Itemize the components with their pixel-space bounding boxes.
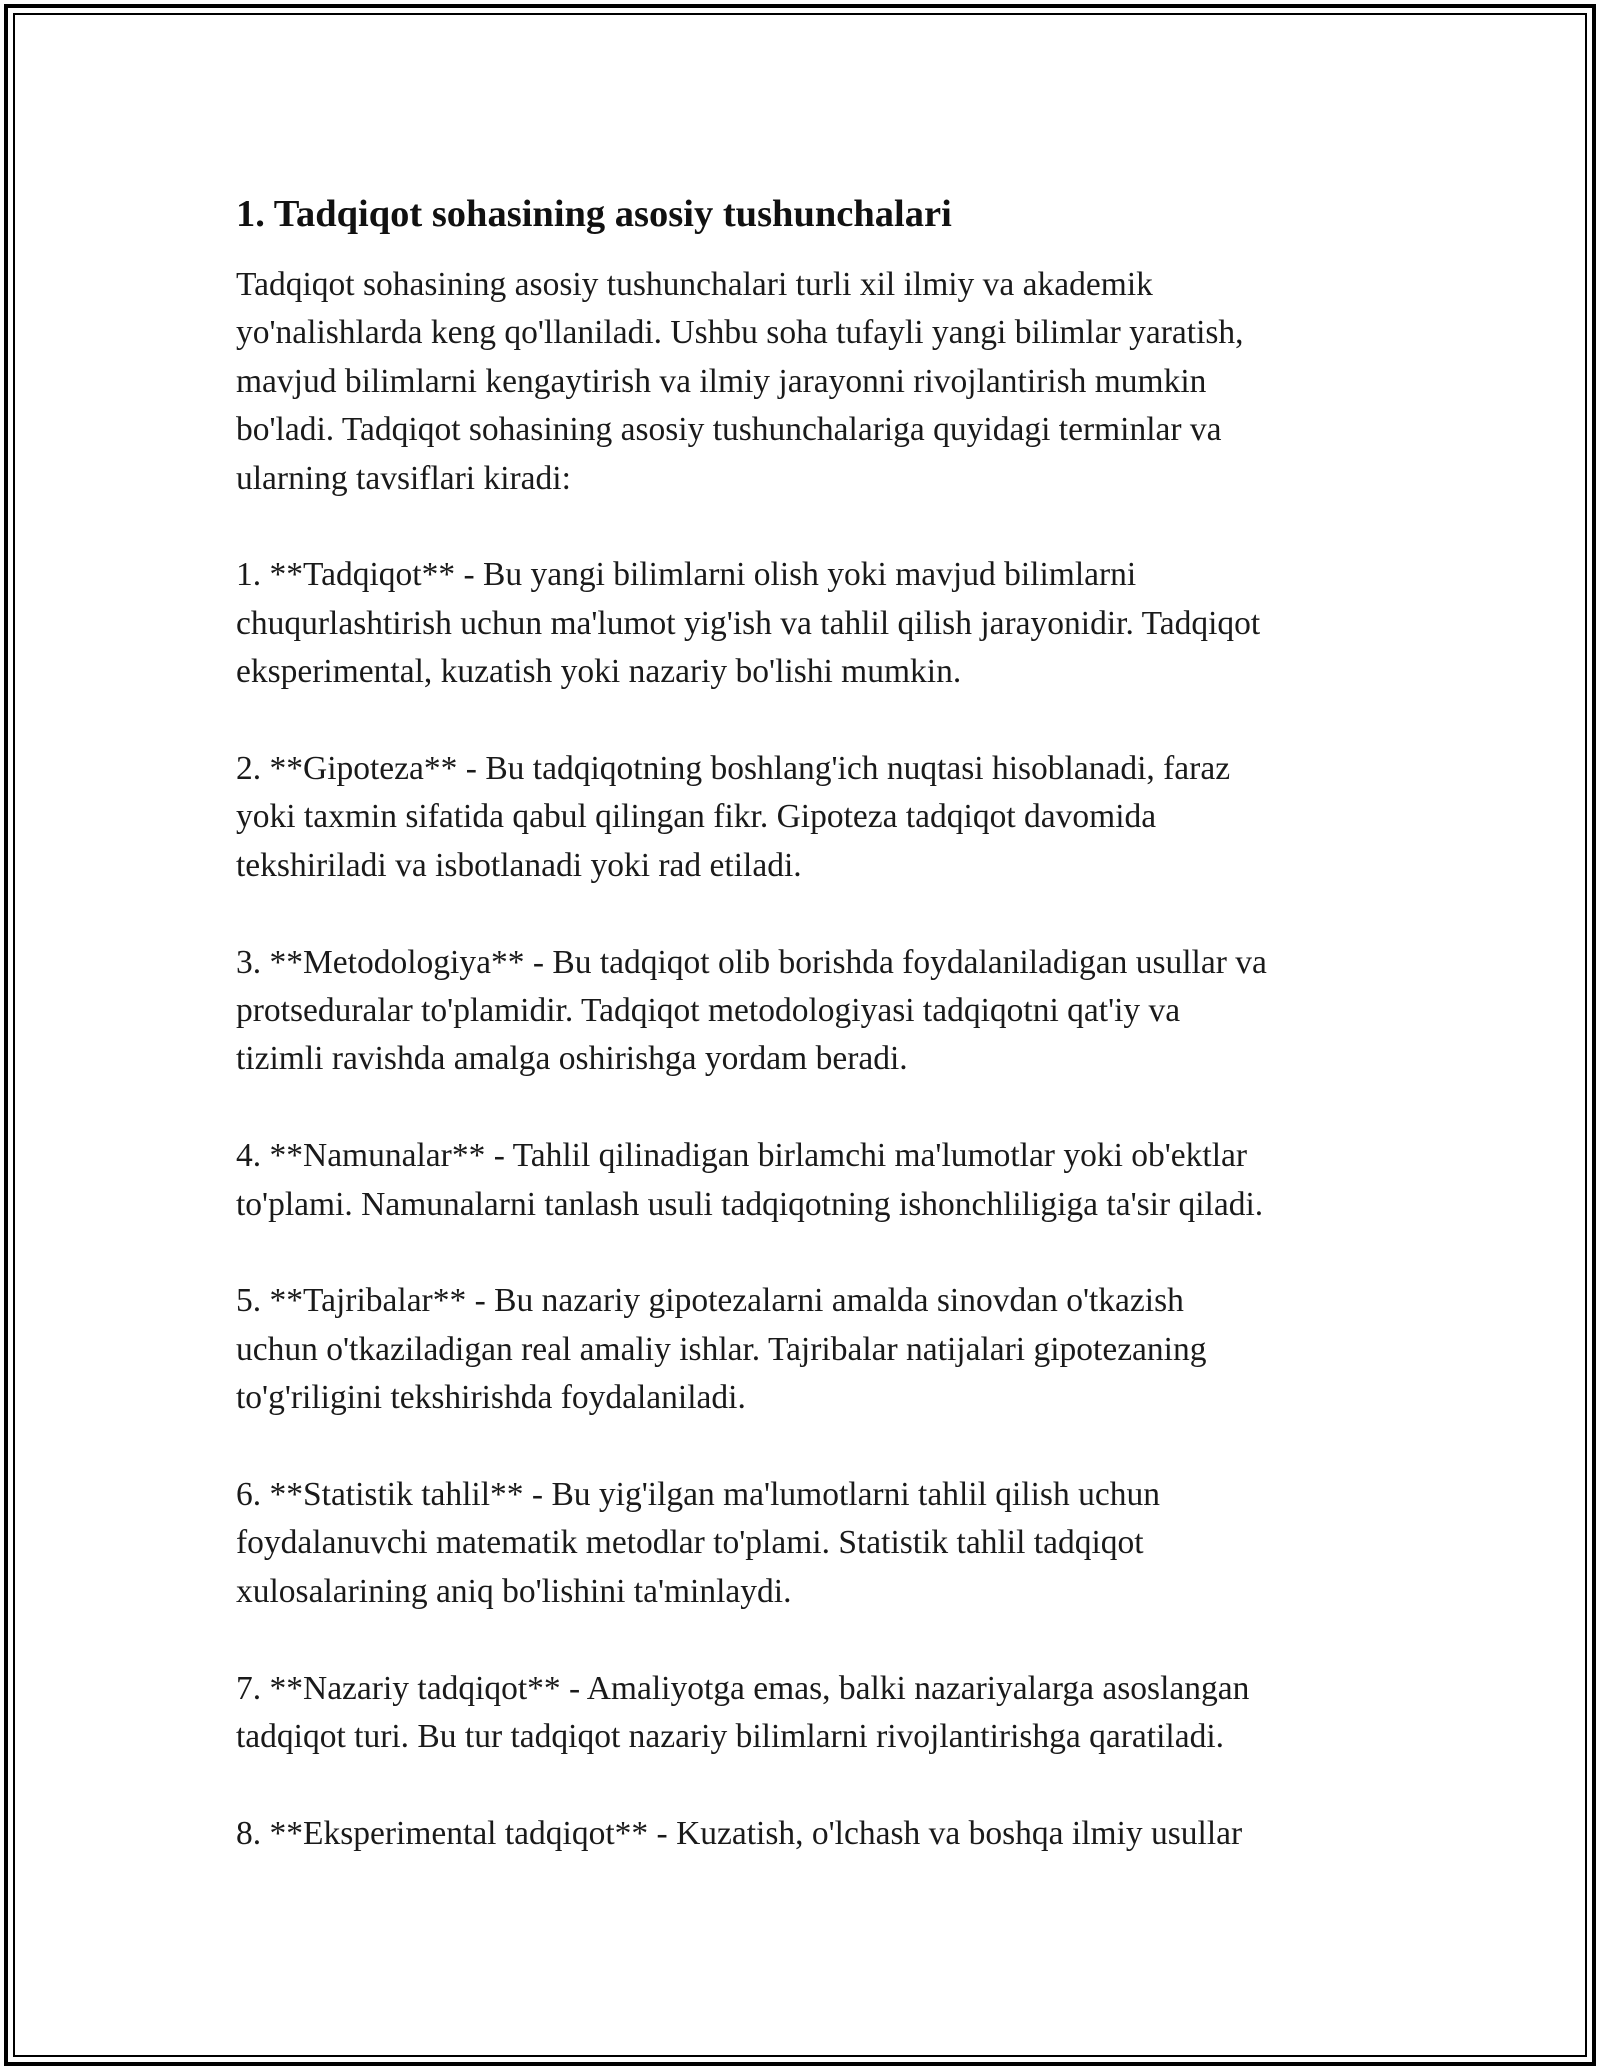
section-title: 1. Tadqiqot sohasining asosiy tushunchalari xyxy=(236,193,952,235)
list-item-namunalar: 4. **Namunalar** - Tahlil qilinadigan birlamchi ma'lumotlar yoki ob'ektlar to'plami. Namunalarni tanlash usuli tadqiqotning ishonchliligiga ta'sir qiladi. xyxy=(236,1137,1264,1223)
list-item-gipoteza: 2. **Gipoteza** - Bu tadqiqotning boshlang'ich nuqtasi hisoblanadi, faraz yoki taxmin sifatida qabul qilingan fikr. Gipoteza tadqiqot davomida tekshiriladi va isbotlanadi yoki rad etiladi. xyxy=(236,750,1231,884)
document-body xyxy=(236,190,1376,1858)
list-item-metodologiya: 3. **Metodologiya** - Bu tadqiqot olib borishda foydalaniladigan usullar va protseduralar to'plamidir. Tadqiqot metodologiyasi tadqiqotni qat'iy va tizimli ravishda amalga oshirishga yordam beradi. xyxy=(236,943,1267,1078)
list-item-tadqiqot: 1. **Tadqiqot** - Bu yangi bilimlarni olish yoki mavjud bilimlarni chuqurlashtirish uchun ma'lumot yig'ish va tahlil qilish jarayonidir. Tadqiqot eksperimental, kuzatish yoki nazariy bo'lishi mumkin. xyxy=(236,556,1261,691)
list-item-nazariy-tadqiqot: 7. **Nazariy tadqiqot** - Amaliyotga emas, balki nazariyalarga asoslangan tadqiqot turi. Bu tur tadqiqot nazariy bilimlarni rivojlantirishga qaratiladi. xyxy=(236,1669,1250,1756)
list-item-statistik-tahlil: 6. **Statistik tahlil** - Bu yig'ilgan ma'lumotlarni tahlil qilish uchun foydalanuvchi matematik metodlar to'plami. Statistik tahlil tadqiqot xulosalarining aniq bo'lishini ta'minlaydi. xyxy=(236,1476,1160,1610)
list-item-eksperimental-tadqiqot: 8. **Eksperimental tadqiqot** - Kuzatish, o'lchash va boshqa ilmiy usullar xyxy=(236,1814,1243,1852)
intro-paragraph: Tadqiqot sohasining asosiy tushunchalari turli xil ilmiy va akademik yo'nalishlarda keng qo'llaniladi. Ushbu soha tufayli yangi bilimlar yaratish, mavjud bilimlarni kengaytirish va ilmiy jarayonni rivojlantirish mumkin bo'ladi. Tadqiqot sohasining asosiy tushunchalariga quyidagi terminlar va ularning tavsiflari kiradi: xyxy=(236,266,1244,497)
list-item-tajribalar: 5. **Tajribalar** - Bu nazariy gipotezalarni amalda sinovdan o'tkazish uchun o'tkaziladigan real amaliy ishlar. Tajribalar natijalari gipotezaning to'g'riligini tekshirishda foydalaniladi. xyxy=(236,1282,1207,1417)
